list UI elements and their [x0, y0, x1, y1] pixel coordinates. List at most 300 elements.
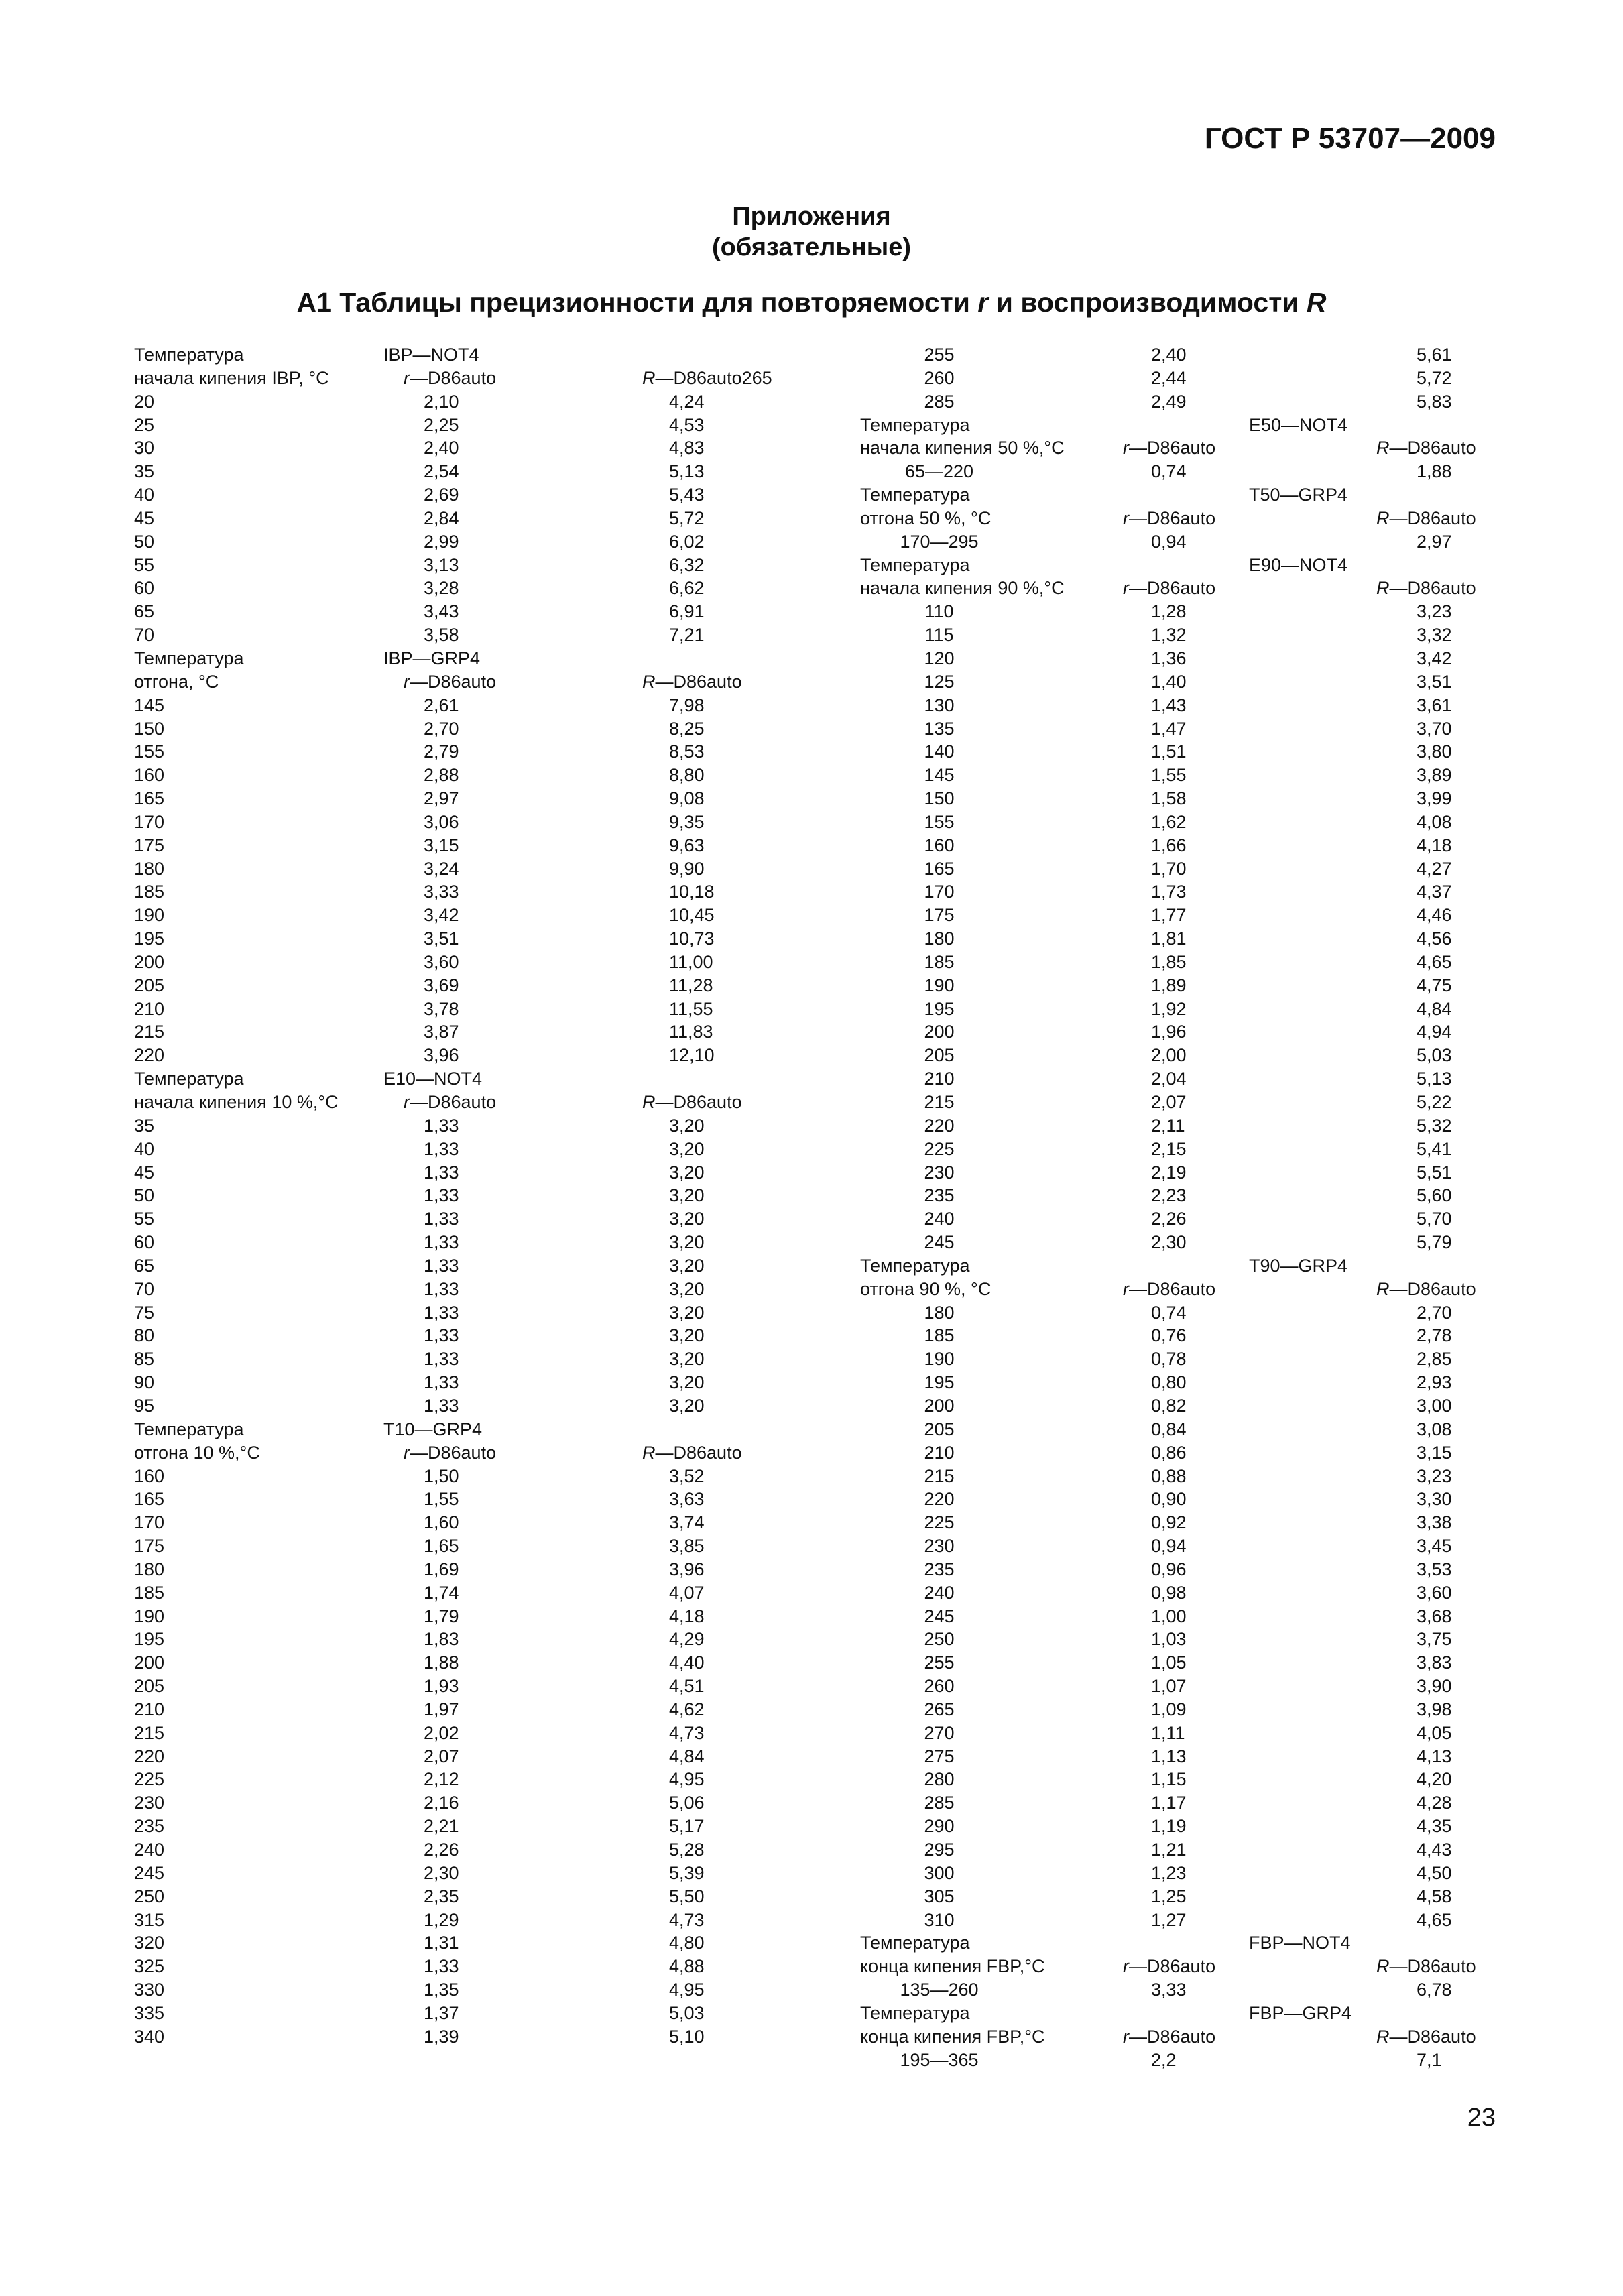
- table-row: [860, 1465, 1530, 1488]
- temperature-cell: 145: [134, 694, 165, 715]
- reproducibility-cell: 5,79: [1417, 1232, 1452, 1253]
- temperature-cell: 330: [134, 1980, 165, 2000]
- repeatability-symbol: r: [1123, 2026, 1129, 2047]
- reproducibility-cell: 4,65: [1417, 951, 1452, 972]
- repeatability-cell: 1,07: [1151, 1676, 1187, 1697]
- method-code: E50—NOT4: [1249, 414, 1348, 435]
- table-row: [860, 2049, 1530, 2072]
- reproducibility-cell: 5,28: [669, 1839, 705, 1860]
- reproducibility-label: —D86auto: [655, 671, 742, 692]
- repeatability-cell: 3,78: [424, 998, 459, 1019]
- temperature-cell: 185: [134, 882, 165, 902]
- reproducibility-cell: 5,41: [1417, 1138, 1452, 1159]
- reproducibility-label: —D86auto: [655, 1092, 742, 1112]
- table-row: [134, 1675, 804, 1698]
- repeatability-symbol: r: [404, 671, 410, 692]
- reproducibility-column-header: [1376, 2025, 1476, 2049]
- table-row: [860, 904, 1530, 927]
- table-row: [134, 717, 804, 741]
- table-row: [860, 1791, 1530, 1815]
- table-row: [860, 787, 1530, 810]
- repeatability-cell: 1,33: [424, 1302, 459, 1323]
- temperature-cell: 270: [924, 1722, 955, 1743]
- temperature-cell: 150: [924, 788, 955, 809]
- repeatability-cell: 2,2: [1151, 2049, 1177, 2070]
- table-row: [134, 1628, 804, 1651]
- table-group-header-row: [860, 1254, 1530, 1278]
- page-number: 23: [1467, 2104, 1496, 2132]
- temperature-cell: 180: [134, 858, 165, 879]
- reproducibility-cell: 5,39: [669, 1862, 705, 1883]
- repeatability-cell: 1,19: [1151, 1816, 1187, 1837]
- right-table-column: [860, 343, 1530, 2071]
- repeatability-cell: 2,54: [424, 461, 459, 482]
- reproducibility-cell: 3,52: [669, 1465, 705, 1486]
- reproducibility-cell: 5,10: [669, 2026, 705, 2047]
- reproducibility-label: —D86auto: [1389, 438, 1476, 459]
- repeatability-symbol: r: [1123, 1956, 1129, 1977]
- reproducibility-cell: 3,53: [1417, 1559, 1452, 1579]
- table-row: [860, 1978, 1530, 2002]
- temperature-cell: 180: [924, 1302, 955, 1323]
- repeatability-cell: 3,43: [424, 601, 459, 622]
- table-row: [134, 1254, 804, 1278]
- repeatability-cell: 2,23: [1151, 1185, 1187, 1206]
- repeatability-cell: 2,12: [424, 1769, 459, 1790]
- temperature-cell: 185: [924, 1325, 955, 1346]
- repeatability-cell: 1,39: [424, 2026, 459, 2047]
- reproducibility-cell: 3,75: [1417, 1629, 1452, 1650]
- parameter-label: Температура: [134, 345, 244, 365]
- repeatability-column-header: [404, 367, 496, 390]
- table-group-header-row: [134, 1067, 804, 1091]
- table-row: [134, 974, 804, 998]
- temperature-column-header: отгона 50 %, °C: [860, 507, 991, 528]
- table-row: [860, 530, 1530, 554]
- reproducibility-cell: 2,78: [1417, 1325, 1452, 1346]
- repeatability-cell: 2,26: [424, 1839, 459, 1860]
- table-row: [134, 1347, 804, 1371]
- repeatability-cell: 2,35: [424, 1886, 459, 1907]
- reproducibility-cell: 8,25: [669, 718, 705, 739]
- temperature-cell: 50: [134, 531, 155, 552]
- temperature-cell: 220: [134, 1045, 165, 1066]
- reproducibility-column-header: [1376, 507, 1476, 530]
- reproducibility-cell: 3,20: [669, 1372, 705, 1393]
- table-row: [134, 436, 804, 460]
- temperature-cell: 190: [924, 975, 955, 995]
- repeatability-cell: 1,33: [424, 1115, 459, 1136]
- reproducibility-cell: 4,73: [669, 1909, 705, 1930]
- reproducibility-cell: 4,84: [1417, 998, 1452, 1019]
- reproducibility-cell: 3,20: [669, 1138, 705, 1159]
- reproducibility-cell: 5,50: [669, 1886, 705, 1907]
- repeatability-cell: 1,92: [1151, 998, 1187, 1019]
- table-group-header-row: [860, 554, 1530, 577]
- reproducibility-cell: 4,75: [1417, 975, 1452, 995]
- temperature-cell: 240: [924, 1209, 955, 1229]
- table-row: [134, 390, 804, 414]
- reproducibility-symbol: R: [1376, 2026, 1390, 2047]
- reproducibility-symbol: R: [1376, 438, 1390, 459]
- temperature-cell: 250: [924, 1629, 955, 1650]
- repeatability-cell: 1,33: [424, 1162, 459, 1183]
- repeatability-cell: 1,55: [424, 1489, 459, 1510]
- reproducibility-cell: 3,20: [669, 1185, 705, 1206]
- reproducibility-cell: 3,90: [1417, 1676, 1452, 1697]
- repeatability-cell: 3,96: [424, 1045, 459, 1066]
- reproducibility-cell: 9,90: [669, 858, 705, 879]
- reproducibility-cell: 4,84: [669, 1746, 705, 1766]
- repeatability-cell: 1,62: [1151, 811, 1187, 832]
- table-column-header-row: [860, 1955, 1530, 1978]
- repeatability-cell: 1,36: [1151, 648, 1187, 668]
- temperature-cell: 215: [924, 1465, 955, 1486]
- temperature-cell: 235: [924, 1185, 955, 1206]
- annex-title: Приложения: [732, 202, 891, 231]
- repeatability-cell: 1,83: [424, 1629, 459, 1650]
- repeatability-cell: 1,70: [1151, 858, 1187, 879]
- temperature-column-header: отгона, °C: [134, 671, 219, 692]
- repeatability-cell: 3,28: [424, 578, 459, 599]
- reproducibility-cell: 8,53: [669, 741, 705, 762]
- table-group-header-row: [134, 343, 804, 367]
- repeatability-cell: 1,32: [1151, 625, 1187, 646]
- reproducibility-cell: 3,32: [1417, 625, 1452, 646]
- repeatability-cell: 0,90: [1151, 1489, 1187, 1510]
- reproducibility-cell: 3,60: [1417, 1582, 1452, 1603]
- temperature-cell: 280: [924, 1769, 955, 1790]
- table-row: [860, 1511, 1530, 1534]
- reproducibility-cell: 11,28: [669, 975, 713, 995]
- reproducibility-cell: 4,83: [669, 438, 705, 459]
- repeatability-cell: 1,25: [1151, 1886, 1187, 1907]
- reproducibility-cell: 3,20: [669, 1255, 705, 1276]
- table-row: [860, 1721, 1530, 1745]
- repeatability-cell: 1,00: [1151, 1606, 1187, 1626]
- repeatability-cell: 1,03: [1151, 1629, 1187, 1650]
- reproducibility-cell: 9,35: [669, 811, 705, 832]
- reproducibility-cell: 10,45: [669, 905, 715, 926]
- reproducibility-cell: 3,20: [669, 1395, 705, 1416]
- repeatability-cell: 1,77: [1151, 905, 1187, 926]
- repeatability-cell: 1,33: [424, 1138, 459, 1159]
- repeatability-cell: 1,51: [1151, 741, 1187, 762]
- reproducibility-cell: 3,99: [1417, 788, 1452, 809]
- table-row: [860, 1044, 1530, 1067]
- temperature-cell: 165: [924, 858, 955, 879]
- parameter-label: Температура: [134, 648, 244, 668]
- table-row: [134, 623, 804, 647]
- table-row: [134, 998, 804, 1021]
- temperature-cell: 110: [924, 601, 954, 622]
- temperature-cell: 215: [924, 1092, 955, 1112]
- reproducibility-cell: 9,08: [669, 788, 705, 809]
- table-row: [134, 1324, 804, 1347]
- repeatability-cell: 1,33: [424, 1185, 459, 1206]
- reproducibility-cell: 4,46: [1417, 905, 1452, 926]
- temperature-cell: 185: [924, 951, 955, 972]
- temperature-cell: 220: [924, 1115, 955, 1136]
- reproducibility-column-header: [642, 670, 742, 694]
- parameter-label: Температура: [860, 1933, 970, 1953]
- reproducibility-cell: 4,24: [669, 391, 705, 412]
- reproducibility-column-header: [1376, 577, 1476, 600]
- reproducibility-cell: 5,13: [669, 461, 705, 482]
- table-row: [860, 1418, 1530, 1441]
- table-row: [860, 1745, 1530, 1768]
- table-row: [860, 1581, 1530, 1605]
- reproducibility-symbol: R: [642, 1442, 656, 1463]
- temperature-cell: 175: [134, 835, 165, 855]
- temperature-cell: 255: [924, 345, 955, 365]
- repeatability-cell: 2,49: [1151, 391, 1187, 412]
- repeatability-column-header: [1123, 2025, 1215, 2049]
- reproducibility-cell: 4,40: [669, 1652, 705, 1673]
- reproducibility-cell: 3,20: [669, 1325, 705, 1346]
- section-heading-middle: и воспроизводимости: [996, 287, 1299, 318]
- repeatability-label: —D86auto: [1129, 578, 1216, 599]
- reproducibility-symbol: R: [642, 367, 656, 388]
- table-row: [860, 1488, 1530, 1511]
- table-row: [134, 1138, 804, 1161]
- reproducibility-cell: 4,28: [1417, 1793, 1452, 1813]
- reproducibility-cell: 11,55: [669, 998, 713, 1019]
- temperature-cell: 275: [924, 1746, 955, 1766]
- temperature-cell: 205: [134, 1676, 165, 1697]
- temperature-cell: 235: [924, 1559, 955, 1579]
- temperature-cell: 265: [924, 1699, 955, 1719]
- reproducibility-cell: 3,61: [1417, 694, 1452, 715]
- temperature-cell: 35: [134, 1115, 155, 1136]
- reproducibility-cell: 3,20: [669, 1115, 705, 1136]
- table-row: [860, 1231, 1530, 1254]
- temperature-cell: 260: [924, 1676, 955, 1697]
- table-group-header-row: [860, 414, 1530, 437]
- table-column-header-row: [860, 1278, 1530, 1301]
- temperature-cell: 295: [924, 1839, 955, 1860]
- reproducibility-cell: 3,23: [1417, 1465, 1452, 1486]
- repeatability-cell: 1,43: [1151, 694, 1187, 715]
- repeatability-label: —D86auto: [1129, 507, 1216, 528]
- temperature-column-header: начала кипения 50 %,°C: [860, 438, 1065, 459]
- temperature-cell: 215: [134, 1722, 165, 1743]
- reproducibility-cell: 5,22: [1417, 1092, 1452, 1112]
- temperature-cell: 65: [134, 1255, 155, 1276]
- repeatability-cell: 3,58: [424, 625, 459, 646]
- temperature-cell: 20: [134, 391, 155, 412]
- reproducibility-cell: 3,20: [669, 1232, 705, 1253]
- repeatability-cell: 1,60: [424, 1512, 459, 1533]
- repeatability-cell: 2,40: [1151, 345, 1187, 365]
- temperature-cell: 115: [924, 625, 954, 646]
- reproducibility-cell: 5,51: [1417, 1162, 1452, 1183]
- repeatability-cell: 1,23: [1151, 1862, 1187, 1883]
- repeatability-cell: 2,02: [424, 1722, 459, 1743]
- temperature-cell: 225: [134, 1769, 165, 1790]
- repeatability-symbol: r: [1123, 578, 1129, 599]
- table-row: [860, 1815, 1530, 1838]
- reproducibility-cell: 10,18: [669, 882, 715, 902]
- repeatability-cell: 0,88: [1151, 1465, 1187, 1486]
- table-row: [134, 834, 804, 857]
- repeatability-cell: 2,11: [1151, 1115, 1185, 1136]
- parameter-label: Температура: [860, 414, 970, 435]
- temperature-cell: 210: [924, 1069, 955, 1089]
- temperature-cell: 225: [924, 1512, 955, 1533]
- table-column-header-row: [860, 577, 1530, 600]
- temperature-cell: 135—260: [900, 1980, 979, 2000]
- repeatability-cell: 2,16: [424, 1793, 459, 1813]
- table-row: [134, 951, 804, 974]
- repeatability-cell: 2,00: [1151, 1045, 1187, 1066]
- temperature-cell: 210: [134, 998, 165, 1019]
- repeatability-cell: 0,98: [1151, 1582, 1187, 1603]
- reproducibility-column-header: [1376, 1278, 1476, 1301]
- temperature-cell: 200: [134, 1652, 165, 1673]
- repeatability-cell: 3,24: [424, 858, 459, 879]
- table-row: [134, 1394, 804, 1418]
- table-row: [860, 1114, 1530, 1138]
- repeatability-cell: 1,05: [1151, 1652, 1187, 1673]
- table-row: [134, 1207, 804, 1231]
- table-row: [860, 998, 1530, 1021]
- reproducibility-cell: 4,80: [669, 1933, 705, 1953]
- table-row: [134, 1371, 804, 1394]
- repeatability-cell: 2,44: [1151, 367, 1187, 388]
- temperature-cell: 155: [924, 811, 955, 832]
- table-row: [860, 1628, 1530, 1651]
- repeatability-symbol: r: [1123, 1278, 1129, 1299]
- temperature-cell: 205: [134, 975, 165, 995]
- reproducibility-cell: 3,70: [1417, 718, 1452, 739]
- temperature-cell: 200: [134, 951, 165, 972]
- repeatability-label: —D86auto: [410, 367, 497, 388]
- repeatability-cell: 2,70: [424, 718, 459, 739]
- reproducibility-cell: 2,70: [1417, 1302, 1452, 1323]
- table-row: [134, 740, 804, 764]
- reproducibility-cell: 2,97: [1417, 531, 1452, 552]
- repeatability-cell: 2,10: [424, 391, 459, 412]
- temperature-cell: 205: [924, 1418, 955, 1439]
- temperature-cell: 180: [134, 1559, 165, 1579]
- table-row: [134, 1815, 804, 1838]
- parameter-label: Температура: [860, 1255, 970, 1276]
- repeatability-cell: 1,21: [1151, 1839, 1187, 1860]
- table-row: [860, 1534, 1530, 1558]
- temperature-cell: 160: [134, 765, 165, 786]
- table-row: [860, 1371, 1530, 1394]
- table-row: [860, 834, 1530, 857]
- temperature-cell: 205: [924, 1045, 955, 1066]
- table-row: [134, 1581, 804, 1605]
- reproducibility-cell: 1,88: [1417, 461, 1452, 482]
- temperature-cell: 315: [134, 1909, 165, 1930]
- temperature-cell: 170—295: [900, 531, 979, 552]
- reproducibility-cell: 5,72: [669, 507, 705, 528]
- repeatability-cell: 1,33: [424, 1372, 459, 1393]
- table-group-header-row: [134, 647, 804, 670]
- table-column-header-row: [134, 1441, 804, 1465]
- reproducibility-cell: 5,70: [1417, 1209, 1452, 1229]
- table-column-header-row: [134, 367, 804, 390]
- repeatability-cell: 0,74: [1151, 1302, 1187, 1323]
- temperature-cell: 200: [924, 1395, 955, 1416]
- reproducibility-cell: 4,56: [1417, 928, 1452, 949]
- temperature-cell: 250: [134, 1886, 165, 1907]
- method-code: FBP—NOT4: [1249, 1933, 1351, 1953]
- table-row: [134, 483, 804, 507]
- repeatability-cell: 2,30: [1151, 1232, 1187, 1253]
- reproducibility-cell: 3,00: [1417, 1395, 1452, 1416]
- reproducibility-label: —D86auto: [1389, 578, 1476, 599]
- table-row: [134, 530, 804, 554]
- reproducibility-cell: 5,06: [669, 1793, 705, 1813]
- method-code: IBP—NOT4: [383, 345, 479, 365]
- table-row: [860, 1885, 1530, 1909]
- repeatability-cell: 2,21: [424, 1816, 459, 1837]
- section-heading-r: r: [977, 287, 989, 318]
- repeatability-cell: 1,33: [424, 1349, 459, 1370]
- repeatability-column-header: [404, 670, 496, 694]
- repeatability-cell: 1,79: [424, 1606, 459, 1626]
- temperature-cell: 335: [134, 2002, 165, 2023]
- table-row: [860, 460, 1530, 483]
- repeatability-cell: 0,94: [1151, 1536, 1187, 1557]
- reproducibility-cell: 3,23: [1417, 601, 1452, 622]
- temperature-cell: 75: [134, 1302, 155, 1323]
- table-row: [134, 2025, 804, 2049]
- repeatability-cell: 1,96: [1151, 1022, 1187, 1042]
- left-table-column: [134, 343, 804, 2049]
- reproducibility-cell: 3,20: [669, 1349, 705, 1370]
- temperature-cell: 45: [134, 1162, 155, 1183]
- repeatability-label: —D86auto: [1129, 438, 1216, 459]
- repeatability-cell: 2,04: [1151, 1069, 1187, 1089]
- table-row: [134, 1020, 804, 1044]
- temperature-cell: 150: [134, 718, 165, 739]
- repeatability-cell: 2,88: [424, 765, 459, 786]
- reproducibility-cell: 3,85: [669, 1536, 705, 1557]
- temperature-cell: 45: [134, 507, 155, 528]
- repeatability-label: —D86auto: [410, 1442, 497, 1463]
- repeatability-label: —D86auto: [1129, 1278, 1216, 1299]
- temperature-cell: 210: [134, 1699, 165, 1719]
- table-row: [134, 880, 804, 904]
- temperature-cell: 130: [924, 694, 955, 715]
- table-row: [860, 764, 1530, 787]
- reproducibility-cell: 4,35: [1417, 1816, 1452, 1837]
- reproducibility-cell: 3,30: [1417, 1489, 1452, 1510]
- parameter-label: Температура: [134, 1069, 244, 1089]
- repeatability-cell: 1,89: [1151, 975, 1187, 995]
- parameter-label: Температура: [860, 554, 970, 575]
- repeatability-cell: 2,79: [424, 741, 459, 762]
- reproducibility-cell: 3,20: [669, 1278, 705, 1299]
- table-row: [860, 951, 1530, 974]
- table-row: [860, 390, 1530, 414]
- repeatability-cell: 1,97: [424, 1699, 459, 1719]
- reproducibility-cell: 3,42: [1417, 648, 1452, 668]
- reproducibility-cell: 4,07: [669, 1582, 705, 1603]
- table-row: [134, 414, 804, 437]
- table-row: [860, 670, 1530, 694]
- reproducibility-cell: 3,15: [1417, 1442, 1452, 1463]
- reproducibility-label: —D86auto: [1389, 1278, 1476, 1299]
- reproducibility-cell: 4,73: [669, 1722, 705, 1743]
- temperature-cell: 70: [134, 625, 155, 646]
- reproducibility-cell: 7,1: [1417, 2049, 1442, 2070]
